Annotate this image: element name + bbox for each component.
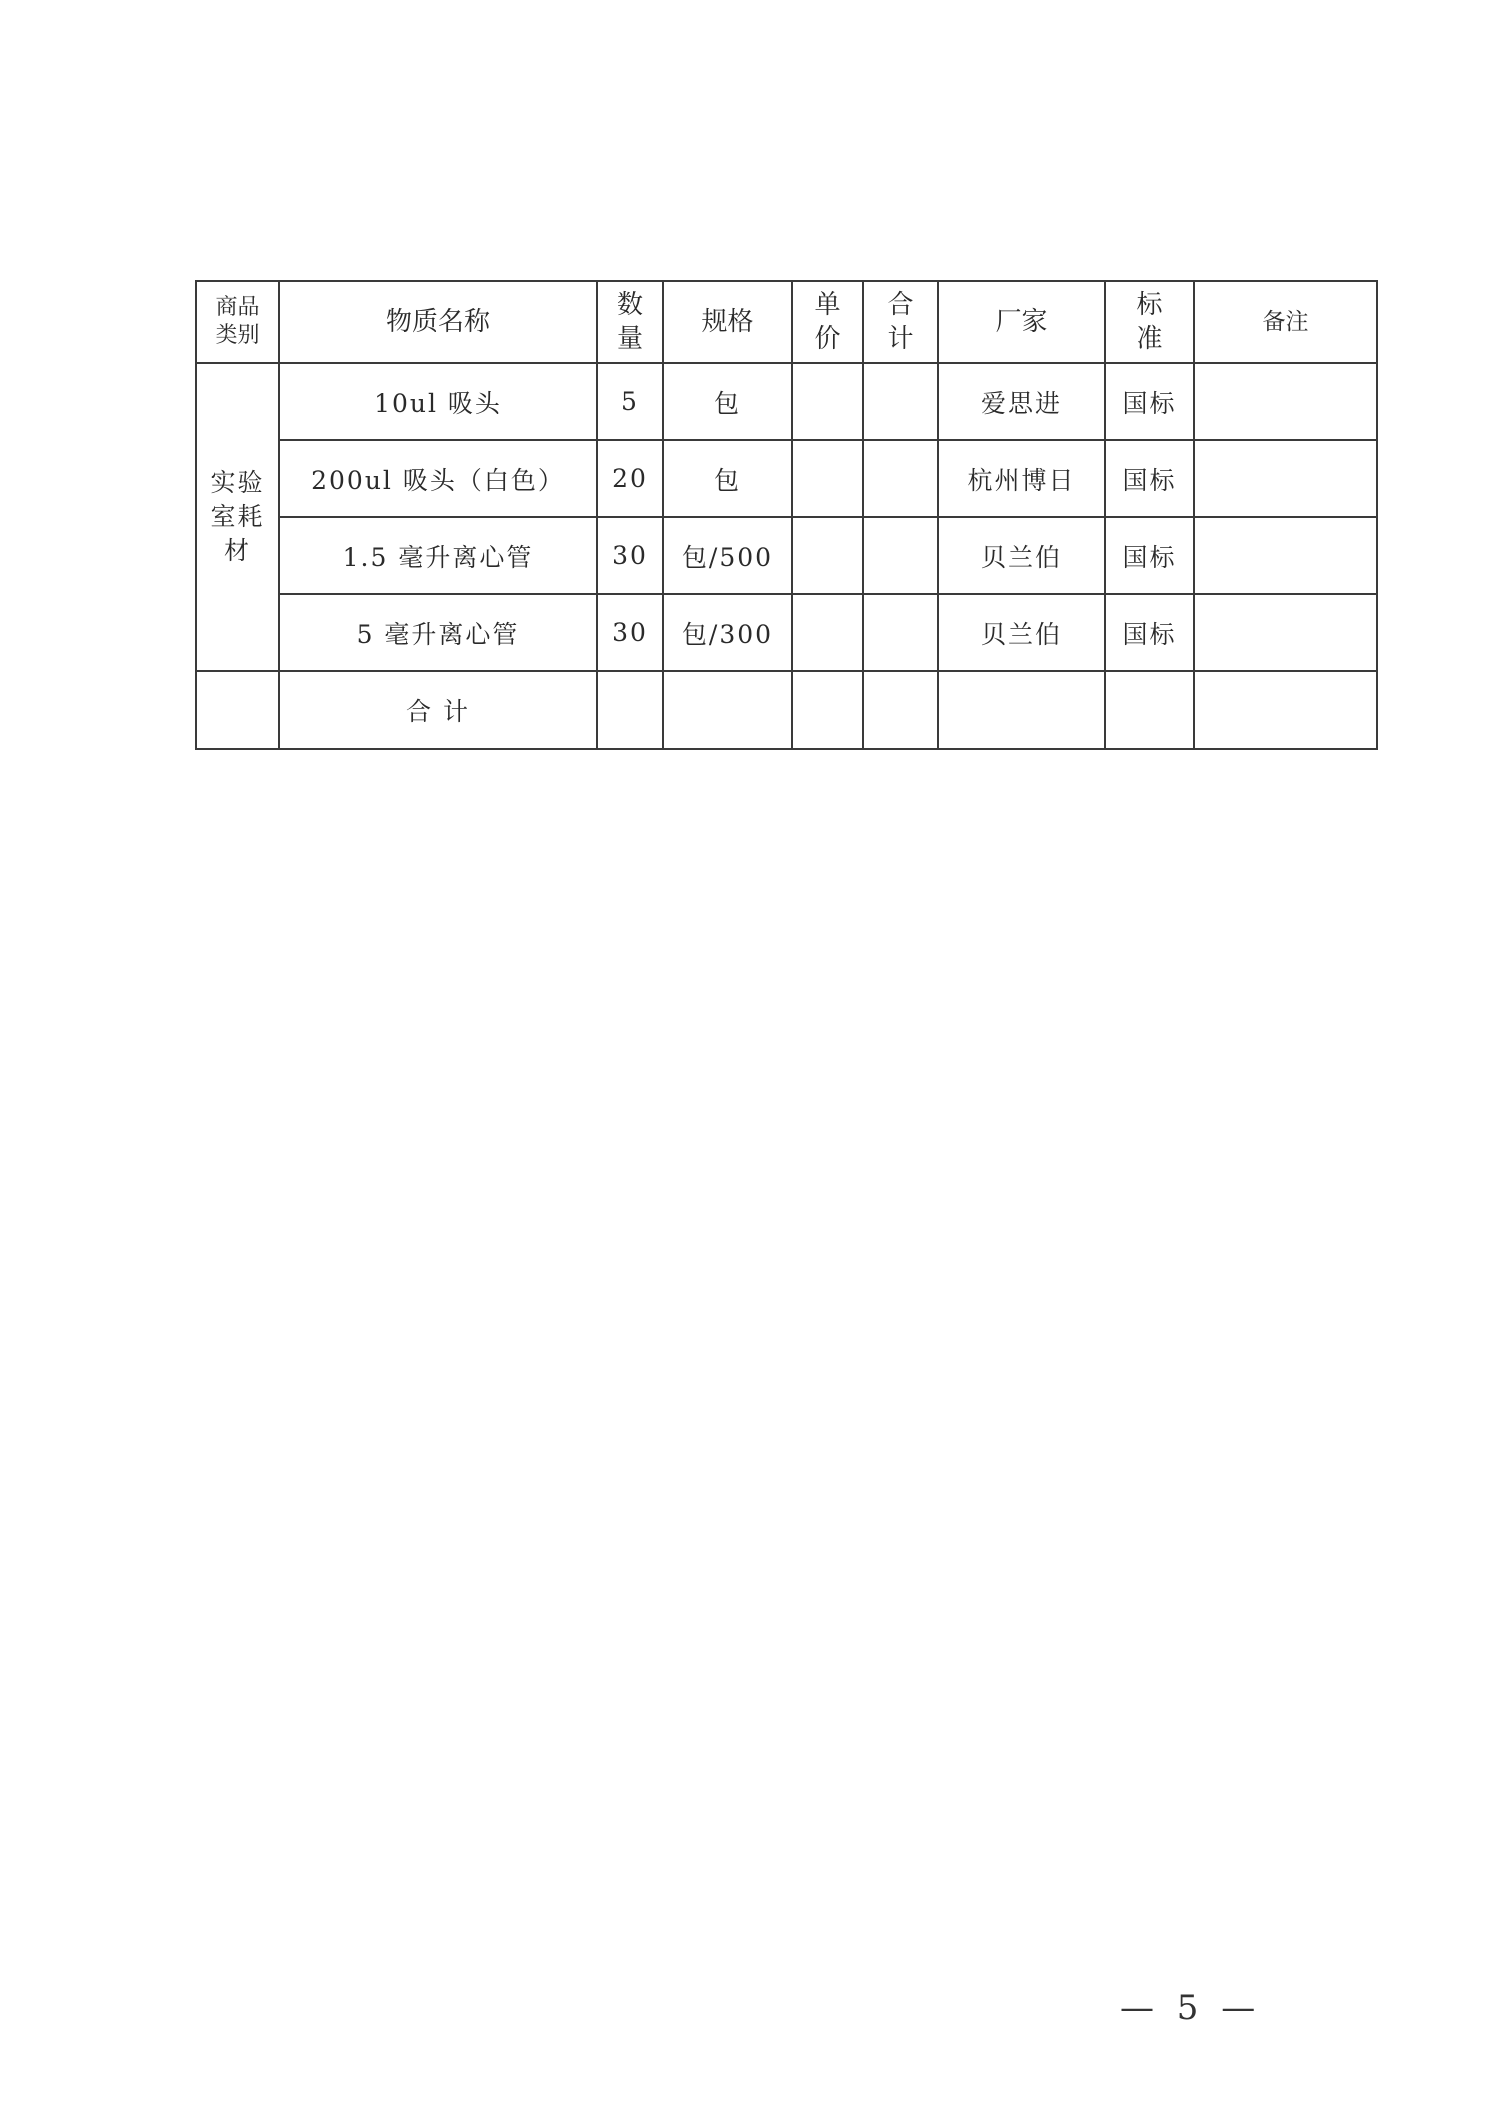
item-remarks — [1194, 594, 1377, 671]
table-row — [196, 363, 1377, 440]
table-row — [196, 594, 1377, 671]
header-remarks: 备注 — [1194, 281, 1377, 363]
item-subtotal — [863, 363, 938, 440]
category-cell: 实验室耗材 — [196, 363, 279, 671]
header-category: 商品类别 — [196, 281, 279, 363]
item-unit-price — [792, 594, 863, 671]
table-row — [196, 517, 1377, 594]
item-name: 200ul 吸头（白色） — [279, 440, 597, 517]
item-subtotal — [863, 517, 938, 594]
total-row — [196, 671, 1377, 749]
item-remarks — [1194, 363, 1377, 440]
item-manufacturer: 贝兰伯 — [938, 594, 1105, 671]
header-name: 物质名称 — [279, 281, 597, 363]
total-unit-price — [792, 671, 863, 749]
item-spec: 包 — [663, 363, 792, 440]
header-unit-price: 单价 — [792, 281, 863, 363]
item-standard: 国标 — [1105, 440, 1194, 517]
item-unit-price — [792, 440, 863, 517]
header-manufacturer: 厂家 — [938, 281, 1105, 363]
total-manufacturer — [938, 671, 1105, 749]
item-subtotal — [863, 440, 938, 517]
total-label: 合 计 — [279, 671, 597, 749]
item-subtotal — [863, 594, 938, 671]
item-quantity: 20 — [597, 440, 663, 517]
item-spec: 包/500 — [663, 517, 792, 594]
total-subtotal — [863, 671, 938, 749]
item-name: 5 毫升离心管 — [279, 594, 597, 671]
item-name: 1.5 毫升离心管 — [279, 517, 597, 594]
page-number: — 5 — — [1120, 1988, 1262, 2028]
total-remarks — [1194, 671, 1377, 749]
item-quantity: 30 — [597, 517, 663, 594]
total-standard — [1105, 671, 1194, 749]
table-header-row — [196, 281, 1377, 363]
table-row — [196, 440, 1377, 517]
item-standard: 国标 — [1105, 517, 1194, 594]
item-standard: 国标 — [1105, 594, 1194, 671]
total-category-cell — [196, 671, 279, 749]
header-standard: 标准 — [1105, 281, 1194, 363]
header-quantity: 数量 — [597, 281, 663, 363]
item-spec: 包/300 — [663, 594, 792, 671]
item-unit-price — [792, 363, 863, 440]
item-manufacturer: 爱思进 — [938, 363, 1105, 440]
total-spec — [663, 671, 792, 749]
item-name: 10ul 吸头 — [279, 363, 597, 440]
header-subtotal: 合计 — [863, 281, 938, 363]
item-quantity: 30 — [597, 594, 663, 671]
header-spec: 规格 — [663, 281, 792, 363]
goods-table — [195, 280, 1378, 750]
item-manufacturer: 贝兰伯 — [938, 517, 1105, 594]
item-spec: 包 — [663, 440, 792, 517]
item-remarks — [1194, 517, 1377, 594]
item-remarks — [1194, 440, 1377, 517]
item-unit-price — [792, 517, 863, 594]
item-quantity: 5 — [597, 363, 663, 440]
total-quantity — [597, 671, 663, 749]
item-standard: 国标 — [1105, 363, 1194, 440]
item-manufacturer: 杭州博日 — [938, 440, 1105, 517]
